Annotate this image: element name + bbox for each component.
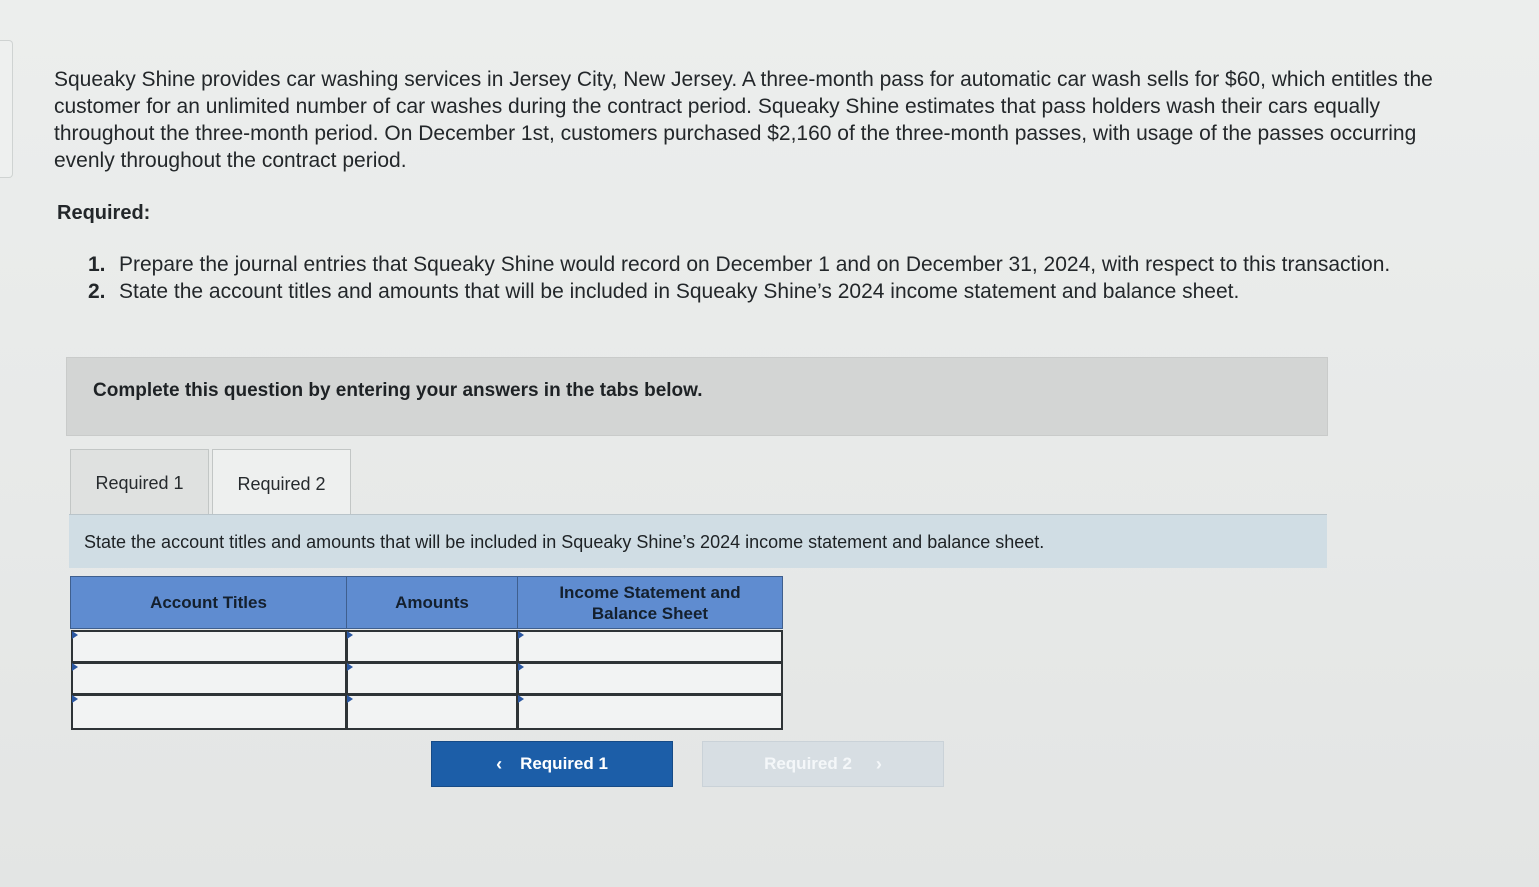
amount-cell: [346, 694, 518, 730]
next-button-label: Required 2: [764, 754, 852, 773]
required-item-1: [88, 251, 1428, 278]
column-header-amounts: Amounts: [346, 576, 518, 629]
statement-cell: [517, 630, 783, 663]
required-item-2: [88, 278, 1428, 305]
tab-label: Required 2: [237, 474, 326, 494]
amount-input[interactable]: [348, 664, 516, 693]
required-item-number: 2.: [88, 280, 106, 303]
chevron-left-icon: ‹: [496, 753, 503, 774]
amount-input[interactable]: [348, 696, 516, 728]
column-header-account-titles: Account Titles: [70, 576, 347, 629]
statement-input[interactable]: [519, 664, 781, 693]
tab-label: Required 1: [95, 473, 184, 493]
account-title-input[interactable]: [73, 664, 345, 693]
required-item-text: Prepare the journal entries that Squeaky Shine would record on December 1 and on December 31, 2024, with respect to this transaction.: [119, 253, 1391, 276]
tab-required-2[interactable]: [212, 449, 351, 519]
answer-table: [70, 576, 783, 730]
amount-cell: [346, 662, 518, 695]
statement-header-label: Income Statement and Balance Sheet: [559, 582, 741, 623]
question-intro: Squeaky Shine provides car washing services in Jersey City, New Jersey. A three-month pass for automatic car wash sells for $60, which entitles the customer for an unlimited number of car washes during the contract period. Squeaky Shine estimates that pass holders wash their cars equally throughout the three-month period. On December 1st, customers purchased $2,160 of the three-month passes, with usage of the passes occurring evenly throughout the contract period.: [54, 68, 1433, 172]
amount-input[interactable]: [348, 632, 516, 661]
account-title-cell: [71, 694, 347, 730]
statement-input[interactable]: [519, 696, 781, 728]
account-title-input[interactable]: [73, 632, 345, 661]
required-item-number: 1.: [88, 253, 106, 276]
tab-instruction-text: State the account titles and amounts that will be included in Squeaky Shine’s 2024 income statement and balance sheet.: [84, 532, 1045, 552]
next-required-button[interactable]: [702, 741, 944, 787]
required-item-text: State the account titles and amounts that will be included in Squeaky Shine’s 2024 income statement and balance sheet.: [119, 280, 1240, 303]
required-heading: Required:: [57, 202, 151, 224]
banner-text: Complete this question by entering your answers in the tabs below.: [93, 380, 703, 401]
previous-required-button[interactable]: [431, 741, 673, 787]
instructions-banner: [66, 357, 1328, 436]
statement-cell: [517, 662, 783, 695]
account-title-cell: [71, 662, 347, 695]
statement-input[interactable]: [519, 632, 781, 661]
chevron-right-icon: ›: [875, 753, 882, 774]
account-title-input[interactable]: [73, 696, 345, 728]
left-panel-edge: [0, 40, 13, 178]
tab-required-1[interactable]: [70, 449, 209, 517]
tab-instruction-panel: [69, 514, 1327, 568]
previous-button-label: Required 1: [520, 754, 608, 773]
required-list: [88, 251, 1428, 305]
column-header-statement: [517, 576, 783, 629]
amount-cell: [346, 630, 518, 663]
statement-cell: [517, 694, 783, 730]
account-title-cell: [71, 630, 347, 663]
